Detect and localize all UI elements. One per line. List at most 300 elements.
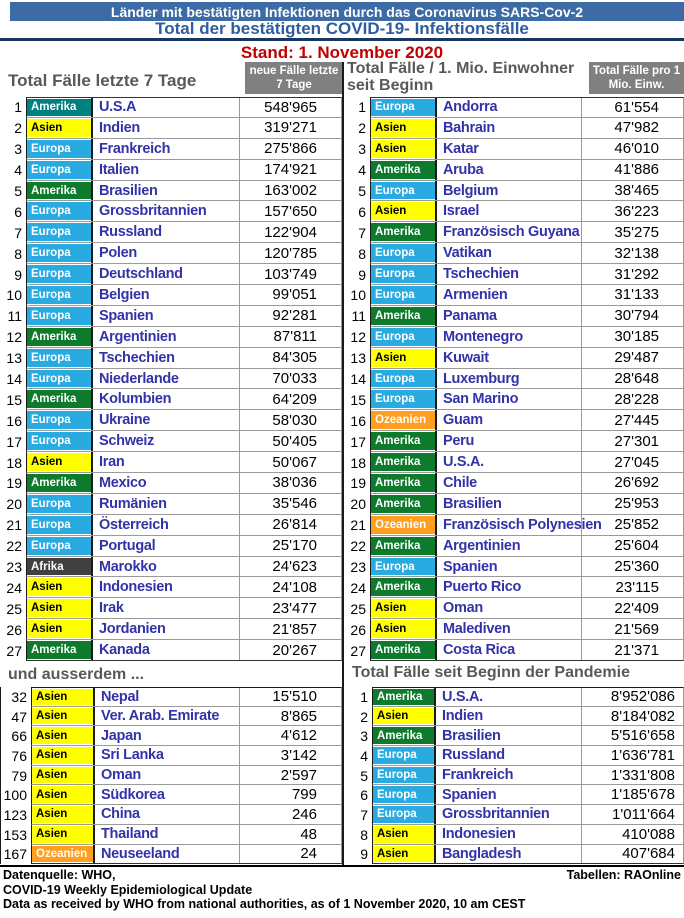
table-row (344, 327, 684, 348)
continent-badge: Europa (371, 558, 435, 576)
value-cell: 103'749 (239, 264, 341, 284)
rank-cell: 13 (6, 350, 22, 367)
value-cell: 99'051 (239, 285, 341, 305)
continent-badge: Europa (27, 265, 91, 283)
continent-cell (27, 598, 93, 618)
continent-badge: Amerika (371, 223, 435, 241)
table-row (344, 118, 684, 139)
country-cell: Thailand (101, 826, 159, 843)
value-cell: 70'033 (239, 369, 341, 389)
rank-cell: 17 (350, 433, 366, 450)
table-last7days (0, 97, 342, 661)
country-cell: Japan (101, 727, 142, 744)
column-header-new-cases-line1: neue Fälle letzte (249, 65, 339, 77)
continent-cell (27, 389, 93, 409)
country-cell: Costa Rica (443, 642, 515, 659)
row-cells (26, 431, 342, 452)
column-header-new-cases-line2: 7 Tage (276, 79, 312, 91)
value-cell: 20'267 (239, 640, 341, 660)
rank-cell: 47 (11, 708, 27, 725)
country-cell: Indien (99, 119, 140, 136)
value-cell: 32'138 (581, 243, 683, 263)
row-cells (26, 222, 342, 243)
value-cell: 29'487 (581, 348, 683, 368)
country-cell: Montenegro (443, 328, 523, 345)
country-cell: Bahrain (443, 119, 495, 136)
value-cell: 22'409 (581, 598, 683, 618)
table-row (0, 473, 342, 494)
value-cell: 1'331'808 (581, 766, 683, 785)
continent-cell (371, 577, 437, 597)
continent-badge: Ozeanien (371, 516, 435, 534)
continent-cell (32, 766, 95, 785)
rank-cell: 7 (358, 224, 366, 241)
continent-badge: Europa (373, 767, 434, 784)
country-cell: Kanada (99, 642, 150, 659)
continent-cell (27, 410, 93, 430)
table-row (344, 306, 684, 327)
country-cell: Argentinien (99, 328, 177, 345)
table-row (1, 746, 342, 766)
row-cells (370, 577, 684, 598)
table-row (344, 805, 684, 825)
table-row (1, 687, 342, 707)
country-cell: Sri Lanka (101, 747, 164, 764)
rank-cell: 10 (6, 287, 22, 304)
rank-cell: 6 (14, 203, 22, 220)
country-cell: Spanien (99, 307, 154, 324)
footer-source-line2: COVID-19 Weekly Epidemiological Update (3, 882, 253, 897)
table-row (0, 348, 342, 369)
row-cells (370, 410, 684, 431)
country-cell: Kuwait (443, 349, 489, 366)
value-cell: 50'405 (239, 431, 341, 451)
continent-badge: Asien (371, 349, 435, 367)
country-cell: Russland (442, 747, 505, 764)
table-row (1, 766, 342, 786)
rank-cell: 9 (358, 266, 366, 283)
rank-cell: 19 (350, 475, 366, 492)
continent-badge: Europa (371, 99, 435, 116)
table-row (344, 577, 684, 598)
continent-badge: Europa (371, 328, 435, 346)
continent-cell (27, 201, 93, 221)
continent-badge: Asien (373, 708, 434, 725)
table-row (344, 369, 684, 390)
country-cell: Südkorea (101, 786, 165, 803)
value-cell: 26'814 (239, 515, 341, 535)
row-cells (26, 181, 342, 202)
row-cells (26, 369, 342, 390)
table-row (344, 766, 684, 786)
country-cell: Peru (443, 433, 475, 450)
value-cell: 2'597 (239, 766, 341, 785)
rank-cell: 79 (11, 767, 27, 784)
rank-cell: 11 (351, 308, 366, 325)
value-cell: 48 (239, 825, 341, 844)
value-cell: 31'133 (581, 285, 683, 305)
continent-cell (371, 327, 437, 347)
continent-cell (27, 327, 93, 347)
rank-cell: 100 (3, 787, 27, 804)
row-cells (370, 536, 684, 557)
rank-cell: 4 (360, 747, 368, 764)
continent-cell (373, 766, 436, 785)
row-cells (372, 805, 684, 825)
value-cell: 87'811 (239, 327, 341, 347)
continent-badge: Amerika (371, 453, 435, 471)
column-header-per-million-line1: Total Fälle pro 1 (592, 65, 681, 77)
rank-cell: 12 (350, 329, 366, 346)
table-row (0, 431, 342, 452)
row-cells (26, 97, 342, 118)
rank-cell: 167 (3, 846, 27, 863)
table-row (0, 577, 342, 598)
row-cells (26, 348, 342, 369)
continent-badge: Europa (27, 307, 91, 325)
table-row (0, 160, 342, 181)
continent-cell (371, 118, 437, 138)
rank-cell: 5 (14, 183, 22, 199)
table-row (0, 327, 342, 348)
row-cells (31, 805, 342, 825)
table-row (344, 97, 684, 118)
continent-badge: Amerika (27, 99, 91, 116)
table-row (0, 306, 342, 327)
rank-cell: 1 (358, 99, 366, 116)
row-cells (370, 494, 684, 515)
row-cells (26, 264, 342, 285)
table-row (0, 97, 342, 118)
rank-cell: 8 (14, 245, 22, 262)
value-cell: 92'281 (239, 306, 341, 326)
country-cell: Grossbritannien (442, 806, 550, 823)
country-cell: Irak (99, 600, 124, 617)
table-row (0, 243, 342, 264)
continent-badge: Asien (27, 453, 91, 471)
country-cell: China (101, 806, 140, 823)
row-cells (26, 536, 342, 557)
table-row (344, 494, 684, 515)
value-cell: 38'465 (581, 181, 683, 201)
table-row (344, 389, 684, 410)
rank-cell: 25 (6, 600, 22, 617)
table-row (0, 557, 342, 578)
value-cell: 407'684 (581, 845, 683, 864)
rank-cell: 4 (14, 162, 22, 179)
country-cell: Mexico (99, 474, 147, 491)
rank-cell: 16 (6, 412, 22, 429)
country-cell: U.S.A (99, 99, 137, 116)
section-title-per-million-line1: Total Fälle / 1. Mio. Einwohner (347, 60, 575, 77)
table-row (0, 222, 342, 243)
continent-cell (371, 536, 437, 556)
continent-cell (27, 222, 93, 242)
rank-cell: 23 (350, 559, 366, 576)
continent-badge: Europa (371, 182, 435, 200)
row-cells (26, 557, 342, 578)
value-cell: 28'228 (581, 389, 683, 409)
continent-cell (371, 452, 437, 472)
rank-cell: 18 (6, 454, 22, 471)
country-cell: Guam (443, 412, 483, 429)
continent-badge: Amerika (27, 182, 91, 200)
continent-cell (373, 785, 436, 804)
country-cell: Iran (99, 454, 125, 471)
continent-badge: Amerika (371, 307, 435, 325)
table-row (344, 410, 684, 431)
rank-cell: 10 (350, 287, 366, 304)
row-cells (31, 825, 342, 845)
value-cell: 4'612 (239, 726, 341, 745)
row-cells (370, 515, 684, 536)
table-row (344, 557, 684, 578)
country-cell: Vatikan (443, 245, 492, 262)
row-cells (372, 687, 684, 707)
value-cell: 122'904 (239, 222, 341, 242)
table-row (0, 598, 342, 619)
value-cell: 174'921 (239, 160, 341, 180)
continent-cell (371, 598, 437, 618)
section-title-total-pandemic: Total Fälle seit Beginn der Pandemie (352, 664, 630, 681)
rank-cell: 2 (14, 120, 22, 137)
continent-badge: Asien (371, 140, 435, 158)
value-cell: 50'067 (239, 452, 341, 472)
table-total-pandemic (344, 687, 684, 864)
row-cells (370, 97, 684, 118)
country-cell: Brasilien (442, 727, 501, 744)
table-row (1, 825, 342, 845)
continent-cell (371, 264, 437, 284)
country-cell: Polen (99, 245, 137, 262)
continent-badge: Asien (371, 620, 435, 638)
table-row (0, 410, 342, 431)
value-cell: 28'648 (581, 369, 683, 389)
footer-source (3, 868, 525, 912)
row-cells (31, 845, 342, 865)
continent-cell (27, 452, 93, 472)
row-cells (372, 746, 684, 766)
table-row (344, 473, 684, 494)
row-cells (26, 410, 342, 431)
continent-badge: Europa (371, 265, 435, 283)
continent-cell (371, 494, 437, 514)
country-cell: Italien (99, 161, 139, 178)
continent-cell (27, 139, 93, 159)
continent-cell (27, 348, 93, 368)
continent-cell (371, 640, 437, 660)
value-cell: 163'002 (239, 181, 341, 201)
table-row (344, 746, 684, 766)
value-cell: 61'554 (581, 98, 683, 117)
value-cell: 25'170 (239, 536, 341, 556)
continent-cell (27, 473, 93, 493)
table-row (344, 845, 684, 865)
rank-cell: 13 (350, 350, 366, 367)
continent-badge: Amerika (371, 578, 435, 596)
continent-badge: Europa (371, 370, 435, 388)
value-cell: 120'785 (239, 243, 341, 263)
section-title-per-million-line2: seit Beginn (347, 76, 434, 94)
continent-cell (371, 160, 437, 180)
rank-cell: 14 (350, 371, 366, 388)
rank-cell: 5 (358, 183, 366, 199)
value-cell: 47'982 (581, 118, 683, 138)
country-cell: Brasilien (99, 182, 158, 199)
table-row (344, 431, 684, 452)
country-cell: Oman (443, 600, 483, 617)
rank-cell: 66 (11, 728, 27, 745)
continent-badge: Ozeanien (371, 411, 435, 429)
country-cell: Rumänien (99, 495, 167, 512)
rank-cell: 32 (11, 688, 27, 705)
continent-cell (373, 845, 436, 864)
row-cells (26, 494, 342, 515)
row-cells (370, 452, 684, 473)
row-cells (372, 845, 684, 865)
table-row (344, 687, 684, 707)
continent-badge: Europa (371, 390, 435, 408)
continent-cell (27, 431, 93, 451)
table-row (1, 707, 342, 727)
value-cell: 799 (239, 785, 341, 804)
continent-badge: Amerika (371, 537, 435, 555)
value-cell: 30'185 (581, 327, 683, 347)
table-row (0, 118, 342, 139)
rank-cell: 7 (14, 224, 22, 241)
rank-cell: 11 (7, 308, 22, 325)
section-title-additional: und ausserdem ... (8, 666, 145, 683)
country-cell: Tschechien (99, 349, 175, 366)
country-cell: Spanien (442, 786, 497, 803)
continent-cell (27, 285, 93, 305)
table-row (0, 264, 342, 285)
continent-cell (371, 306, 437, 326)
country-cell: Frankreich (99, 140, 171, 157)
top-banner-title: Länder mit bestätigten Infektionen durch das Coronavirus SARS-Cov-2 (110, 3, 584, 20)
country-cell: Indien (442, 708, 483, 725)
continent-cell (371, 619, 437, 639)
continent-badge: Europa (371, 286, 435, 304)
rank-cell: 9 (360, 846, 368, 863)
continent-badge: Amerika (371, 474, 435, 492)
table-row (344, 222, 684, 243)
row-cells (372, 766, 684, 786)
table-row (0, 139, 342, 160)
value-cell: 3'142 (239, 746, 341, 765)
rank-cell: 22 (6, 538, 22, 555)
row-cells (26, 118, 342, 139)
table-row (0, 285, 342, 306)
row-cells (370, 306, 684, 327)
row-cells (372, 726, 684, 746)
country-cell: Französisch Polynesien (443, 516, 602, 533)
row-cells (26, 473, 342, 494)
continent-cell (27, 536, 93, 556)
continent-cell (371, 243, 437, 263)
continent-cell (373, 726, 436, 745)
table-row (1, 726, 342, 746)
continent-cell (27, 264, 93, 284)
continent-badge: Asien (32, 767, 93, 784)
continent-badge: Europa (27, 223, 91, 241)
country-cell: Belgien (99, 286, 150, 303)
row-cells (26, 619, 342, 640)
row-cells (370, 181, 684, 202)
table-row (1, 845, 342, 865)
value-cell: 31'292 (581, 264, 683, 284)
row-cells (370, 264, 684, 285)
country-cell: Belgium (443, 182, 499, 199)
continent-badge: Europa (27, 202, 91, 220)
column-header-per-million-line2: Mio. Einw. (608, 79, 665, 91)
value-cell: 15'510 (239, 688, 341, 706)
value-cell: 38'036 (239, 473, 341, 493)
value-cell: 246 (239, 805, 341, 824)
continent-cell (27, 515, 93, 535)
rank-cell: 21 (6, 517, 22, 534)
continent-cell (371, 557, 437, 577)
rank-cell: 18 (350, 454, 366, 471)
continent-badge: Europa (27, 161, 91, 179)
rank-cell: 1 (14, 99, 22, 116)
continent-cell (32, 845, 95, 864)
country-cell: Malediven (443, 621, 511, 638)
value-cell: 548'965 (239, 98, 341, 117)
value-cell: 25'360 (581, 557, 683, 577)
continent-badge: Europa (27, 432, 91, 450)
country-cell: Niederlande (99, 370, 179, 387)
table-row (1, 785, 342, 805)
value-cell: 27'445 (581, 410, 683, 430)
continent-cell (32, 746, 95, 765)
continent-cell (371, 410, 437, 430)
country-cell: Kolumbien (99, 391, 172, 408)
rank-cell: 27 (350, 642, 366, 659)
continent-cell (371, 473, 437, 493)
country-cell: Chile (443, 474, 477, 491)
value-cell: 24'108 (239, 577, 341, 597)
continent-cell (27, 98, 93, 117)
continent-cell (373, 688, 436, 706)
value-cell: 25'953 (581, 494, 683, 514)
continent-badge: Europa (373, 747, 434, 764)
continent-badge: Asien (32, 826, 93, 843)
continent-cell (371, 515, 437, 535)
continent-cell (32, 785, 95, 804)
continent-cell (371, 431, 437, 451)
rank-cell: 27 (6, 642, 22, 659)
continent-badge: Europa (27, 516, 91, 534)
table-row (0, 640, 342, 661)
value-cell: 58'030 (239, 410, 341, 430)
row-cells (26, 243, 342, 264)
country-cell: Deutschland (99, 266, 183, 283)
table-row (344, 640, 684, 661)
table-row (344, 536, 684, 557)
continent-badge: Europa (27, 411, 91, 429)
rank-cell: 6 (358, 203, 366, 220)
continent-cell (371, 389, 437, 409)
continent-cell (371, 201, 437, 221)
table-row (344, 348, 684, 369)
rank-cell: 1 (360, 688, 368, 705)
footer-divider (0, 865, 684, 868)
value-cell: 84'305 (239, 348, 341, 368)
country-cell: San Marino (443, 391, 519, 408)
continent-badge: Asien (32, 806, 93, 823)
continent-cell (32, 707, 95, 726)
